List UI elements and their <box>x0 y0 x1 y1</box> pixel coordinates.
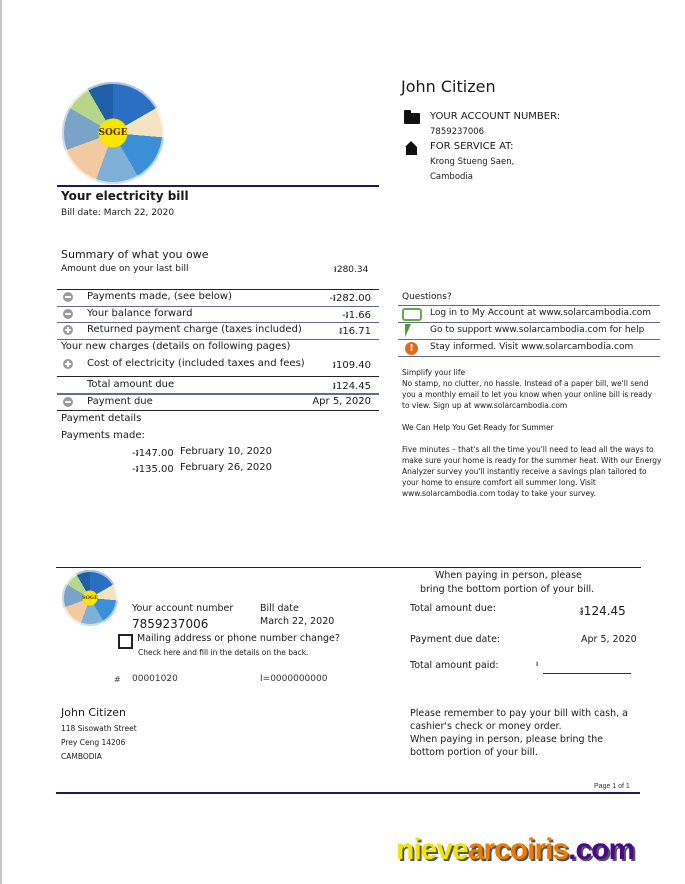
summary-bottom-rule <box>57 410 379 411</box>
speech-bubble-icon <box>402 308 422 321</box>
payment-due-label: Payment due <box>87 396 153 407</box>
stub-instruction-line2: bring the bottom portion of your bill. <box>420 584 595 595</box>
stub-instruction-line1: When paying in person, please <box>435 570 582 581</box>
address-change-checkbox[interactable] <box>118 634 133 649</box>
watermark <box>396 833 634 867</box>
last-bill-amount: ៛280.34 <box>334 265 369 275</box>
summary-row-electricity <box>61 357 377 373</box>
stub-account-number: 7859237006 <box>132 617 209 631</box>
payment-date: February 10, 2020 <box>180 446 273 457</box>
company-logo <box>62 82 164 184</box>
hash-sign: # <box>114 675 121 684</box>
payment-date: February 26, 2020 <box>180 462 273 473</box>
stub-paid-label: Total amount paid: <box>410 660 499 671</box>
alert-icon: ! <box>405 342 418 355</box>
bill-title: Your electricity bill <box>61 189 189 203</box>
summary-row-payment-due <box>61 395 377 411</box>
summary-row-balance <box>61 307 377 323</box>
total-label: Total amount due <box>87 379 175 390</box>
payment-due-date: Apr 5, 2020 <box>312 396 371 407</box>
payment-details-heading: Payment details <box>61 413 142 424</box>
address-change-label: Mailing address or phone number change? <box>137 633 340 644</box>
question-item-login[interactable] <box>400 306 660 322</box>
summer-heading: We Can Help You Get Ready for Summer <box>402 423 554 432</box>
row-amount: -៛282.00 <box>329 293 371 304</box>
question-item-informed[interactable] <box>400 340 660 356</box>
bill-date: Bill date: March 22, 2020 <box>61 208 175 218</box>
minus-circle-icon <box>63 397 73 407</box>
stub-address-line2: Prey Ceng 14206 <box>61 738 126 747</box>
questions-heading: Questions? <box>402 292 452 302</box>
question-text: Log in to My Account at www.solarcambodia.com <box>430 308 652 318</box>
plus-circle-icon <box>63 359 73 369</box>
summary-row-returned <box>61 323 377 339</box>
stub-total-due: ៛124.45 <box>580 604 626 618</box>
last-bill-label: Amount due on your last bill <box>61 264 189 274</box>
summer-body: Five minutes – that's all the time you'll need to lead all the ways to make sure your home is ready for the summer heat. With our Energy Analyzer survey you'll instantly receive a savings plan tailored to your home to ensure comfort all summer long. Visit www.solarcambodia.com today to take your survey. <box>402 445 662 498</box>
summary-row-payments <box>61 290 377 306</box>
service-label: FOR SERVICE AT: <box>430 141 514 152</box>
row-label: Returned payment charge (taxes included) <box>87 324 302 335</box>
stub-bill-date-label: Bill date <box>260 603 299 614</box>
stub-total-due-label: Total amount due: <box>410 603 496 614</box>
questions-bottom-rule <box>398 356 660 357</box>
row-amount: ៛16.71 <box>339 326 371 337</box>
stub-ref1: 00001020 <box>132 674 178 684</box>
stub-bottom-rule <box>56 792 640 794</box>
stub-address-name: John Citizen <box>61 706 127 719</box>
row-amount: ៛109.40 <box>332 360 371 371</box>
summary-row-total <box>61 378 377 394</box>
plus-circle-icon <box>63 325 73 335</box>
header-rule <box>57 185 379 187</box>
new-charges-label: Your new charges (details on following pages) <box>61 341 291 352</box>
stub-due-date-label: Payment due date: <box>410 634 501 645</box>
logo-text: SOGE <box>81 595 99 601</box>
page-edge <box>0 0 2 884</box>
cursor-icon <box>405 324 411 337</box>
stub-logo <box>62 570 118 626</box>
account-number: 7859237006 <box>430 127 485 137</box>
row-label: Your balance forward <box>87 308 193 319</box>
total-rule <box>57 376 379 377</box>
stub-due-date: Apr 5, 2020 <box>581 634 637 645</box>
logo-text: SOGE <box>98 128 128 138</box>
stub-top-rule <box>56 567 641 568</box>
service-address-line2: Cambodia <box>430 172 473 182</box>
summary-heading: Summary of what you owe <box>61 248 209 261</box>
row-label: Cost of electricity (included taxes and fees) <box>87 358 305 369</box>
service-address-line1: Krong Stueng Saen, <box>430 157 515 167</box>
stub-address-line3: CAMBODIA <box>61 752 102 761</box>
row-amount: -៛1.66 <box>341 310 371 321</box>
stub-account-label: Your account number <box>132 603 234 614</box>
stub-paid-currency: ៛ <box>536 660 539 668</box>
payment-amount: -៛147.00 <box>132 448 174 459</box>
customer-name: John Citizen <box>401 77 496 96</box>
watermark-part2: arcoiris <box>467 833 569 866</box>
question-text: Stay informed. Visit www.solarcambodia.com <box>430 342 634 352</box>
stub-bill-date: March 22, 2020 <box>260 616 335 627</box>
stub-address-line1: 118 Sisowath Street <box>61 724 137 733</box>
payments-made-label: Payments made: <box>61 430 145 441</box>
page-number: Page 1 of 1 <box>594 783 630 790</box>
stub-paid-input[interactable] <box>543 661 631 674</box>
watermark-part1: nieve <box>396 833 468 866</box>
address-change-sub: Check here and fill in the details on the back. <box>138 648 309 657</box>
row-label: Payments made, (see below) <box>87 291 232 302</box>
minus-circle-icon <box>63 309 73 319</box>
total-amount: ៛124.45 <box>332 381 371 392</box>
watermark-part3: .com <box>568 833 635 866</box>
stub-reminder2: When paying in person, please bring the bottom portion of your bill. <box>410 734 604 758</box>
house-icon <box>406 147 417 155</box>
summary-row-new-charges <box>61 340 377 356</box>
simplify-heading: Simplify your life <box>402 368 466 377</box>
stub-ref2: I=0000000000 <box>260 674 328 684</box>
simplify-body: No stamp, no clutter, no hassle. Instead of a paper bill, we'll send you a monthly email to let you know when your online bill is ready to view. Sign up at www.solarcambodia.com <box>402 379 653 410</box>
question-item-support[interactable] <box>400 323 660 339</box>
stub-reminder: Please remember to pay your bill with cash, a cashier's check or money order. <box>410 708 628 732</box>
minus-circle-icon <box>63 292 73 302</box>
account-label: YOUR ACCOUNT NUMBER: <box>430 111 561 122</box>
question-text: Go to support www.solarcambodia.com for help <box>430 325 645 335</box>
payment-amount: -៛135.00 <box>132 464 174 475</box>
folder-icon <box>404 113 420 124</box>
